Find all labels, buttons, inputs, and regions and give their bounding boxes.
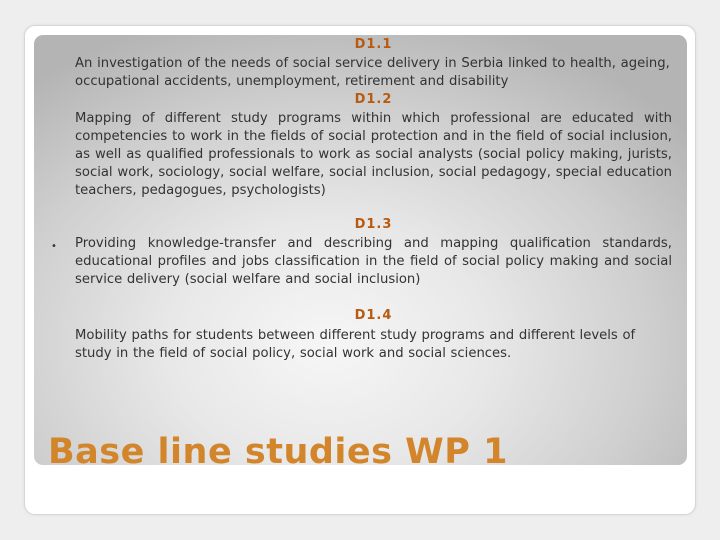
section-text-d1-1: An investigation of the needs of social service delivery in Serbia linked to health, ageing, occupational accidents, unemployment, retirement and disability xyxy=(75,56,670,89)
section-heading-d1-2: D1.2 xyxy=(354,92,393,107)
section-heading-d1-4: D1.4 xyxy=(354,308,393,323)
section-text-d1-4: Mobility paths for students between different study programs and different levels of study in the field of social policy, social work and social sciences. xyxy=(75,328,636,361)
section-text-d1-2: Mapping of different study programs within which professional are educated with competencies to work in the fields of social protection and in the field of social inclusion, as well as qualified professionals to work as social analysts (social policy making, jurists, social work, sociology, social welfare, social inclusion, social pedagogy, special education teachers, pedagogues, psychologists) xyxy=(75,111,672,198)
section-heading-d1-3: D1.3 xyxy=(354,217,393,232)
section-text-d1-3: Providing knowledge-transfer and describing and mapping qualification standards, educational profiles and jobs classification in the field of social policy making and social service delivery (social welfare and social inclusion) xyxy=(75,236,672,287)
bullet-marker: • xyxy=(51,241,57,252)
section-heading-d1-1: D1.1 xyxy=(354,37,393,52)
slide-title: Base line studies WP 1 xyxy=(48,432,508,472)
